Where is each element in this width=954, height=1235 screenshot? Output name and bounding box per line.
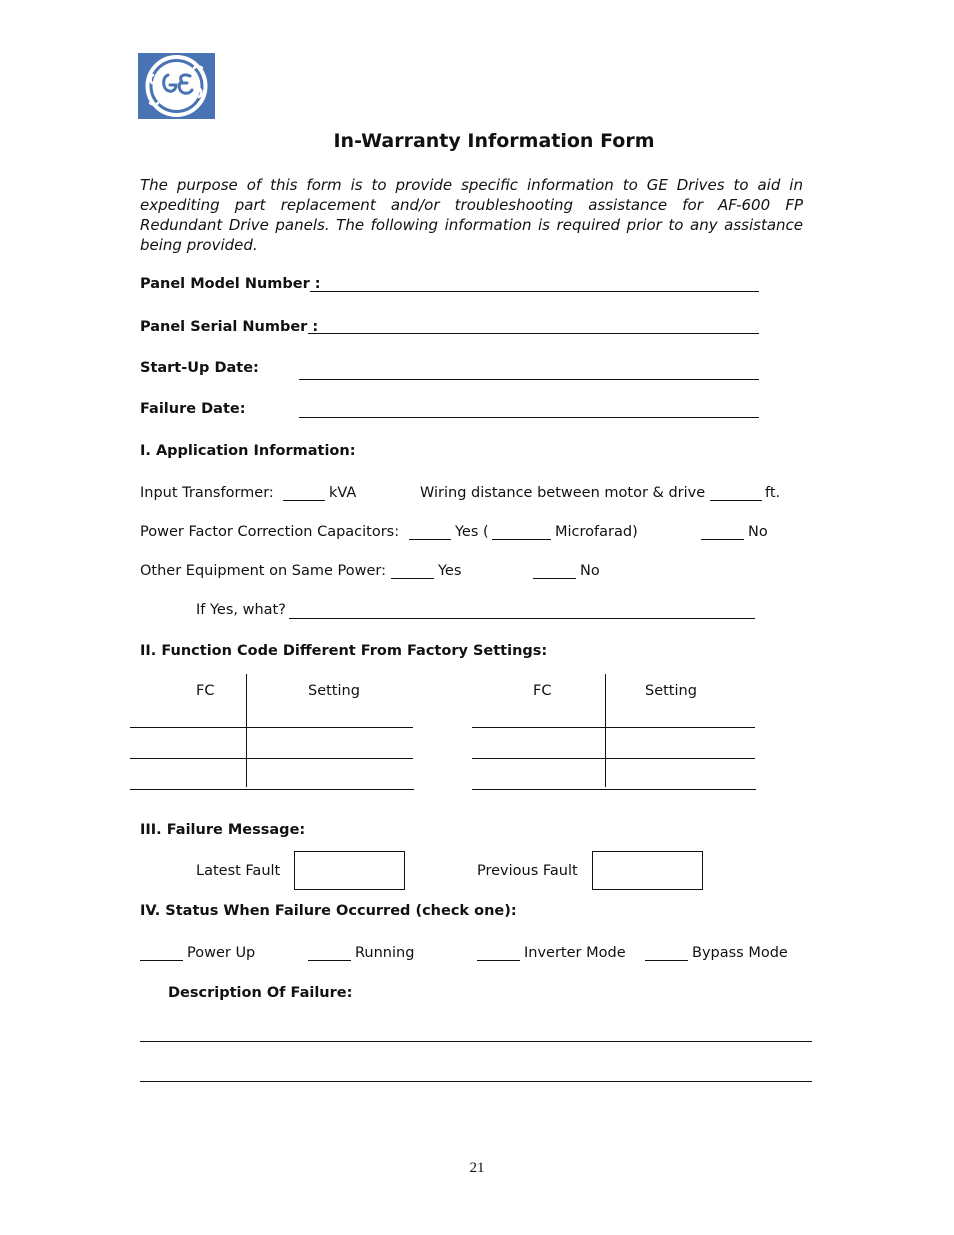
ge-monogram-icon	[138, 53, 215, 119]
table-row-line[interactable]	[130, 758, 413, 759]
ft-unit: ft.	[765, 485, 781, 501]
power-up-label: Power Up	[187, 945, 256, 961]
intro-paragraph: The purpose of this form is to provide specific information to GE Drives to aid in expediting part replacement and/or troubleshooting assistance for AF-600 FP Redundant Drive panels. The following information is required prior to any assistance being provided.	[140, 176, 803, 254]
description-line[interactable]	[140, 1041, 812, 1042]
pfc-microfarad-field[interactable]	[492, 539, 551, 540]
running-check[interactable]	[308, 960, 351, 961]
panel-model-label: Panel Model Number :	[140, 276, 321, 292]
panel-serial-field[interactable]	[308, 333, 759, 334]
failure-date-label: Failure Date:	[140, 401, 246, 417]
wiring-distance-label: Wiring distance between motor & drive	[420, 485, 706, 501]
fc-column-header-right: FC	[533, 683, 552, 699]
pfc-no-field[interactable]	[701, 539, 744, 540]
microfarad-label: Microfarad)	[555, 524, 638, 540]
panel-serial-label: Panel Serial Number :	[140, 319, 319, 335]
if-yes-field[interactable]	[289, 618, 755, 619]
fc-column-header-left: FC	[196, 683, 215, 699]
kva-unit: kVA	[329, 485, 357, 501]
if-yes-label: If Yes, what?	[196, 602, 286, 618]
startup-date-field[interactable]	[299, 379, 759, 380]
table-row-line[interactable]	[472, 789, 756, 790]
description-label: Description Of Failure:	[168, 985, 353, 1001]
table-row-line[interactable]	[130, 727, 413, 728]
other-equipment-no-field[interactable]	[533, 578, 576, 579]
bypass-mode-check[interactable]	[645, 960, 688, 961]
latest-fault-label: Latest Fault	[196, 863, 281, 879]
input-transformer-label: Input Transformer:	[140, 485, 274, 501]
wiring-distance-field[interactable]	[710, 500, 762, 501]
input-transformer-field[interactable]	[283, 500, 325, 501]
latest-fault-box[interactable]	[294, 851, 405, 890]
pfc-label: Power Factor Correction Capacitors:	[140, 524, 400, 540]
table-divider-left	[246, 674, 247, 787]
startup-date-label: Start-Up Date:	[140, 360, 259, 376]
section1-heading: I. Application Information:	[140, 443, 356, 459]
section3-heading: III. Failure Message:	[140, 822, 306, 838]
previous-fault-label: Previous Fault	[477, 863, 578, 879]
section2-heading: II. Function Code Different From Factory Settings:	[140, 643, 548, 659]
page-title: In-Warranty Information Form	[333, 130, 655, 152]
running-label: Running	[355, 945, 415, 961]
other-equipment-yes-label: Yes	[438, 563, 462, 579]
description-line[interactable]	[140, 1081, 812, 1082]
page-number: 21	[469, 1160, 485, 1176]
panel-model-field[interactable]	[310, 291, 759, 292]
other-equipment-yes-field[interactable]	[391, 578, 434, 579]
table-row-line[interactable]	[130, 789, 414, 790]
ge-logo	[138, 53, 215, 119]
inverter-mode-check[interactable]	[477, 960, 520, 961]
setting-column-header-right: Setting	[645, 683, 697, 699]
setting-column-header-left: Setting	[308, 683, 360, 699]
other-equipment-label: Other Equipment on Same Power:	[140, 563, 386, 579]
inverter-mode-label: Inverter Mode	[524, 945, 626, 961]
power-up-check[interactable]	[140, 960, 183, 961]
pfc-yes-label: Yes (	[455, 524, 489, 540]
table-divider-right	[605, 674, 606, 787]
pfc-yes-field[interactable]	[409, 539, 451, 540]
pfc-no-label: No	[748, 524, 768, 540]
section4-heading: IV. Status When Failure Occurred (check one):	[140, 903, 517, 919]
other-equipment-no-label: No	[580, 563, 600, 579]
table-row-line[interactable]	[472, 758, 755, 759]
table-row-line[interactable]	[472, 727, 755, 728]
bypass-mode-label: Bypass Mode	[692, 945, 788, 961]
failure-date-field[interactable]	[299, 417, 759, 418]
previous-fault-box[interactable]	[592, 851, 703, 890]
